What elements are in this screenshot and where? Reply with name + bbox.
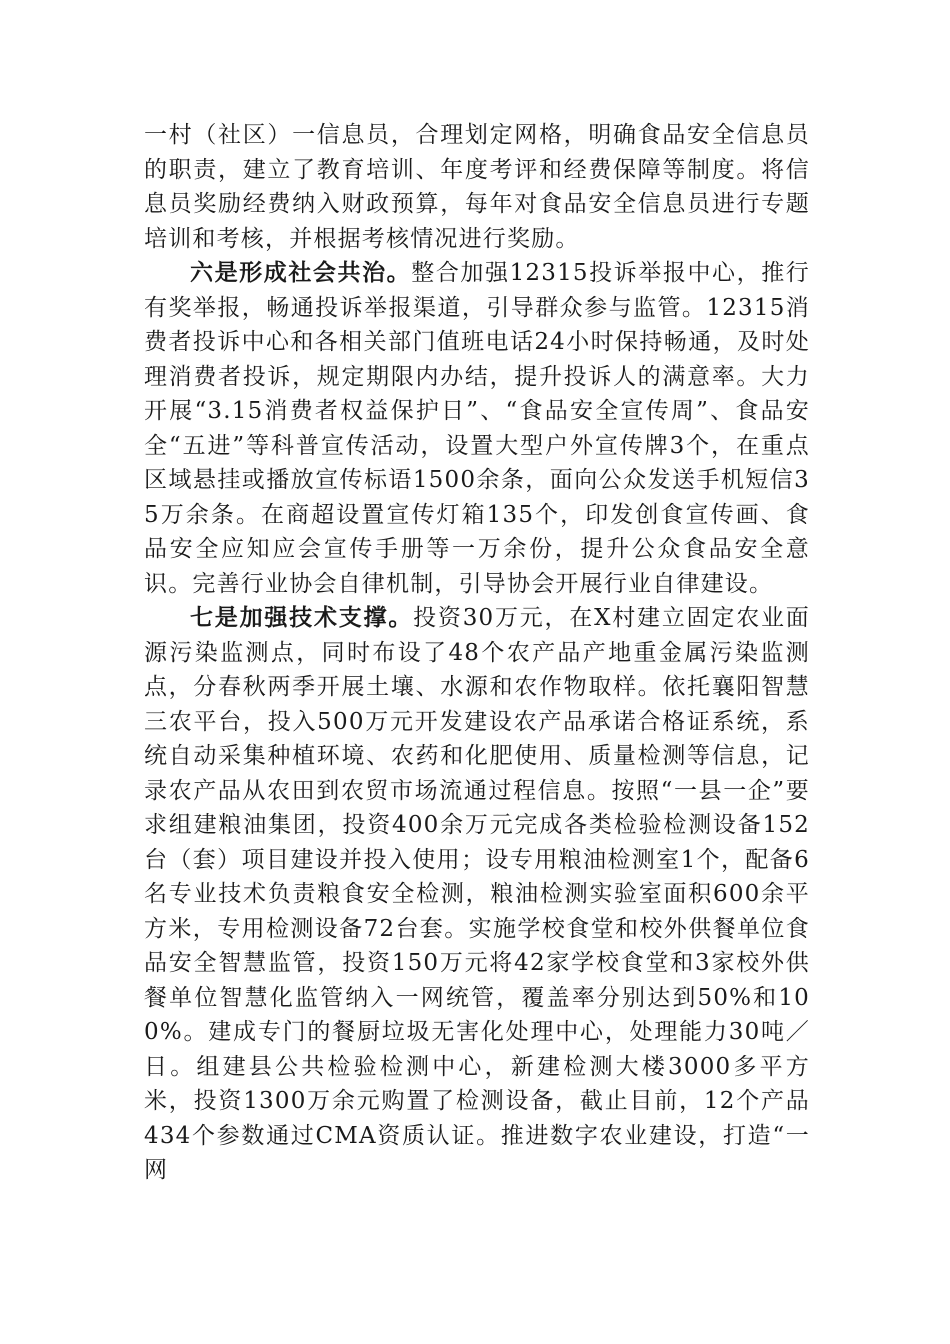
- document-page: [144, 118, 810, 1188]
- paragraph-heading: 六是形成社会共治。: [190, 259, 412, 286]
- paragraph-technical-support: [144, 601, 810, 1188]
- paragraph-text: 整合加强12315投诉举报中心，推行有奖举报，畅通投诉举报渠道，引导群众参与监管。12315消费者投诉中心和各相关部门值班电话24小时保持畅通，及时处理消费者投诉，规定期限内办结，提升投诉人的满意率。大力开展“3.15消费者权益保护日”、“食品安全宣传周”、食品安全“五进”等科普宣传活动，设置大型户外宣传牌3个，在重点区域悬挂或播放宣传标语1500余条，面向公众发送手机短信35万余条。在商超设置宣传灯箱135个，印发创食宣传画、食品安全应知应会宣传手册等一万余份，提升公众食品安全意识。完善行业协会自律机制，引导协会开展行业自律建设。: [144, 260, 810, 597]
- paragraph-text: 投资30万元，在X村建立固定农业面源污染监测点，同时布设了48个农产品产地重金属污染监测点，分春秋两季开展土壤、水源和农作物取样。依托襄阳智慧三农平台，投入500万元开发建设农产品承诺合格证系统，系统自动采集种植环境、农药和化肥使用、质量检测等信息，记录农产品从农田到农贸市场流通过程信息。按照“一县一企”要求组建粮油集团，投资400余万元完成各类检验检测设备152台（套）项目建设并投入使用；设专用粮油检测室1个，配备6名专业技术负责粮食安全检测，粮油检测实验室面积600余平方米，专用检测设备72台套。实施学校食堂和校外供餐单位食品安全智慧监管，投资150万元将42家学校食堂和3家校外供餐单位智慧化监管纳入一网统管，覆盖率分别达到50%和100%。建成专门的餐厨垃圾无害化处理中心，处理能力30吨／日。组建县公共检验检测中心，新建检测大楼3000多平方米，投资1300万余元购置了检测设备，截止目前，12个产品434个参数通过CMA资质认证。推进数字农业建设，打造“一网: [144, 605, 810, 1183]
- paragraph-social-governance: [144, 256, 810, 601]
- paragraph-heading: 七是加强技术支撑。: [190, 604, 414, 631]
- paragraph-text: 一村（社区）一信息员，合理划定网格，明确食品安全信息员的职责，建立了教育培训、年度考评和经费保障等制度。将信息员奖励经费纳入财政预算，每年对食品安全信息员进行专题培训和考核，并根据考核情况进行奖励。: [144, 122, 810, 252]
- paragraph-continuation: [144, 118, 810, 256]
